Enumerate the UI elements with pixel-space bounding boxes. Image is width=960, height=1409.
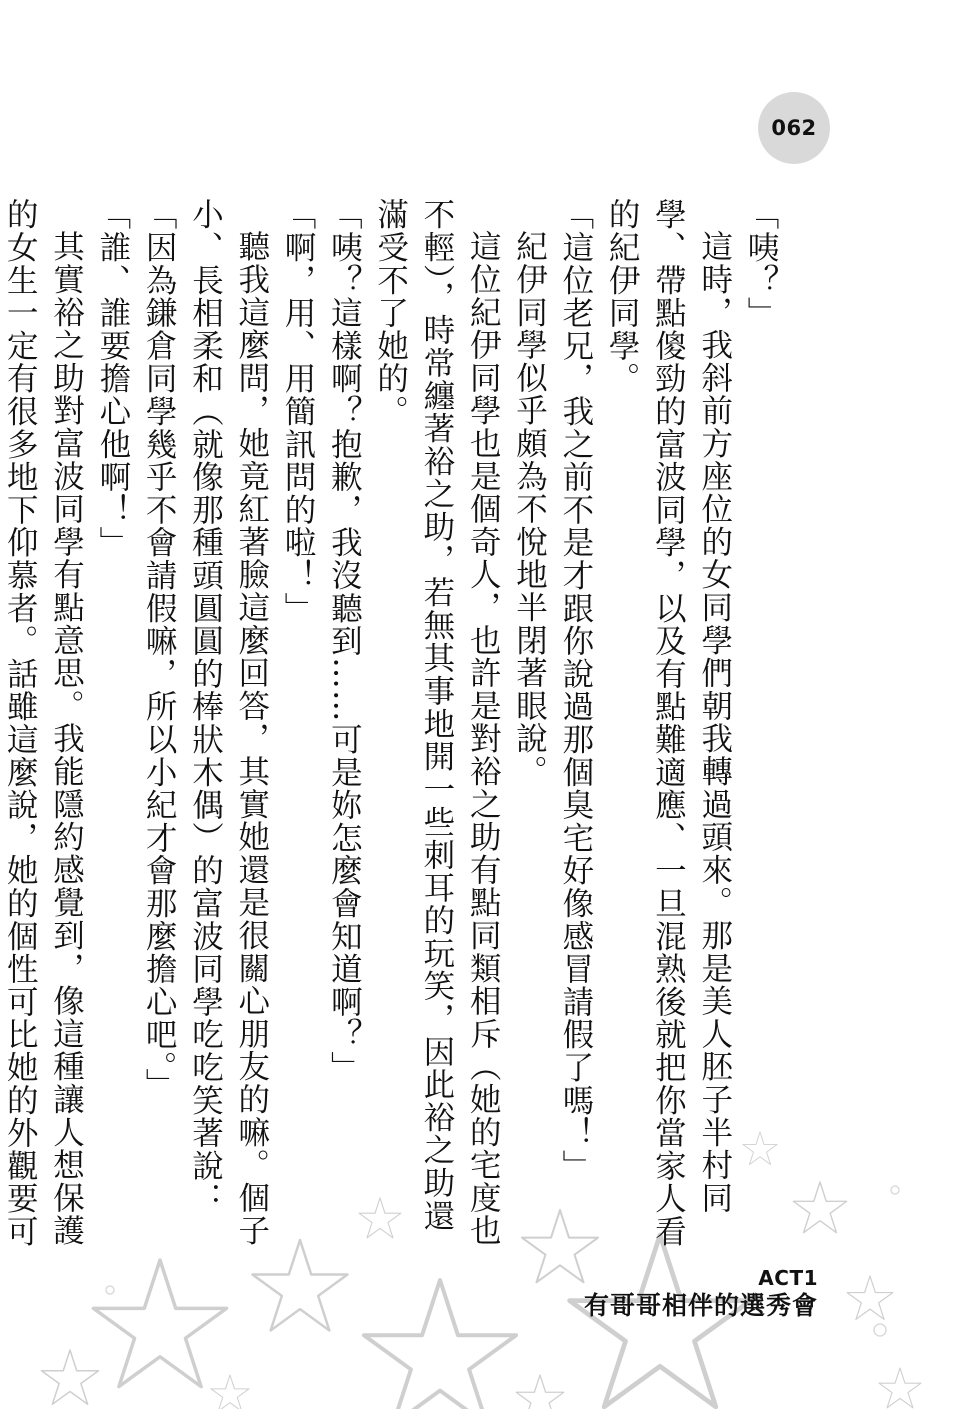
text-paragraph: 聽我這麼問，她竟紅著臉這麼回答，其實她還是很關心朋友的嘛。個子小、長相柔和（就像那種頭圓圓的棒狀木偶）的富波同學吃吃笑著說：: [187, 198, 270, 1247]
page-number-badge: [758, 92, 830, 164]
text-paragraph: 「咦？」: [743, 198, 779, 330]
text-paragraph: 「誰、誰要擔心他啊！」: [94, 198, 131, 559]
vertical-text-body: [2, 198, 784, 1248]
chapter-footer: [584, 1266, 818, 1322]
page-number: 062: [771, 116, 817, 140]
text-paragraph: 紀伊同學似乎頗為不悅地半閉著眼說。: [511, 229, 548, 788]
act-label: ACT1: [758, 1266, 818, 1290]
text-paragraph: 「咦？這樣啊？抱歉，我沒聽到……可是妳怎麼會知道啊？」: [326, 198, 363, 1084]
chapter-subtitle: 有哥哥相伴的選秀會: [583, 1291, 818, 1320]
text-paragraph: 其實裕之助對富波同學有點意思。我能隱約感覺到，像這種讓人想保護的女生一定有很多地下仰慕者。話雖這麼說，她的個性可比她的外觀要可: [2, 198, 85, 1248]
text-paragraph: 「因為鎌倉同學幾乎不會請假嘛，所以小紀才會那麼擔心吧。」: [141, 198, 178, 1101]
text-paragraph: 「啊，用、用簡訊問的啦！」: [280, 198, 317, 625]
text-paragraph: 這時，我斜前方座位的女同學們朝我轉過頭來。那是美人胚子半村同學、帶點傻勁的富波同學，以及有點難適應、一旦混熟後就把你當家人看的紀伊同學。: [604, 198, 733, 1248]
text-paragraph: 這位紀伊同學也是個奇人，也許是對裕之助有點同類相斥（她的宅度也不輕），時常纏著裕之助，若無其事地開一些刺耳的玩笑，因此裕之助還滿受不了她的。: [372, 198, 502, 1247]
text-paragraph: 「這位老兄，我之前不是才跟你說過那個臭宅好像感冒請假了嗎！」: [557, 198, 594, 1182]
